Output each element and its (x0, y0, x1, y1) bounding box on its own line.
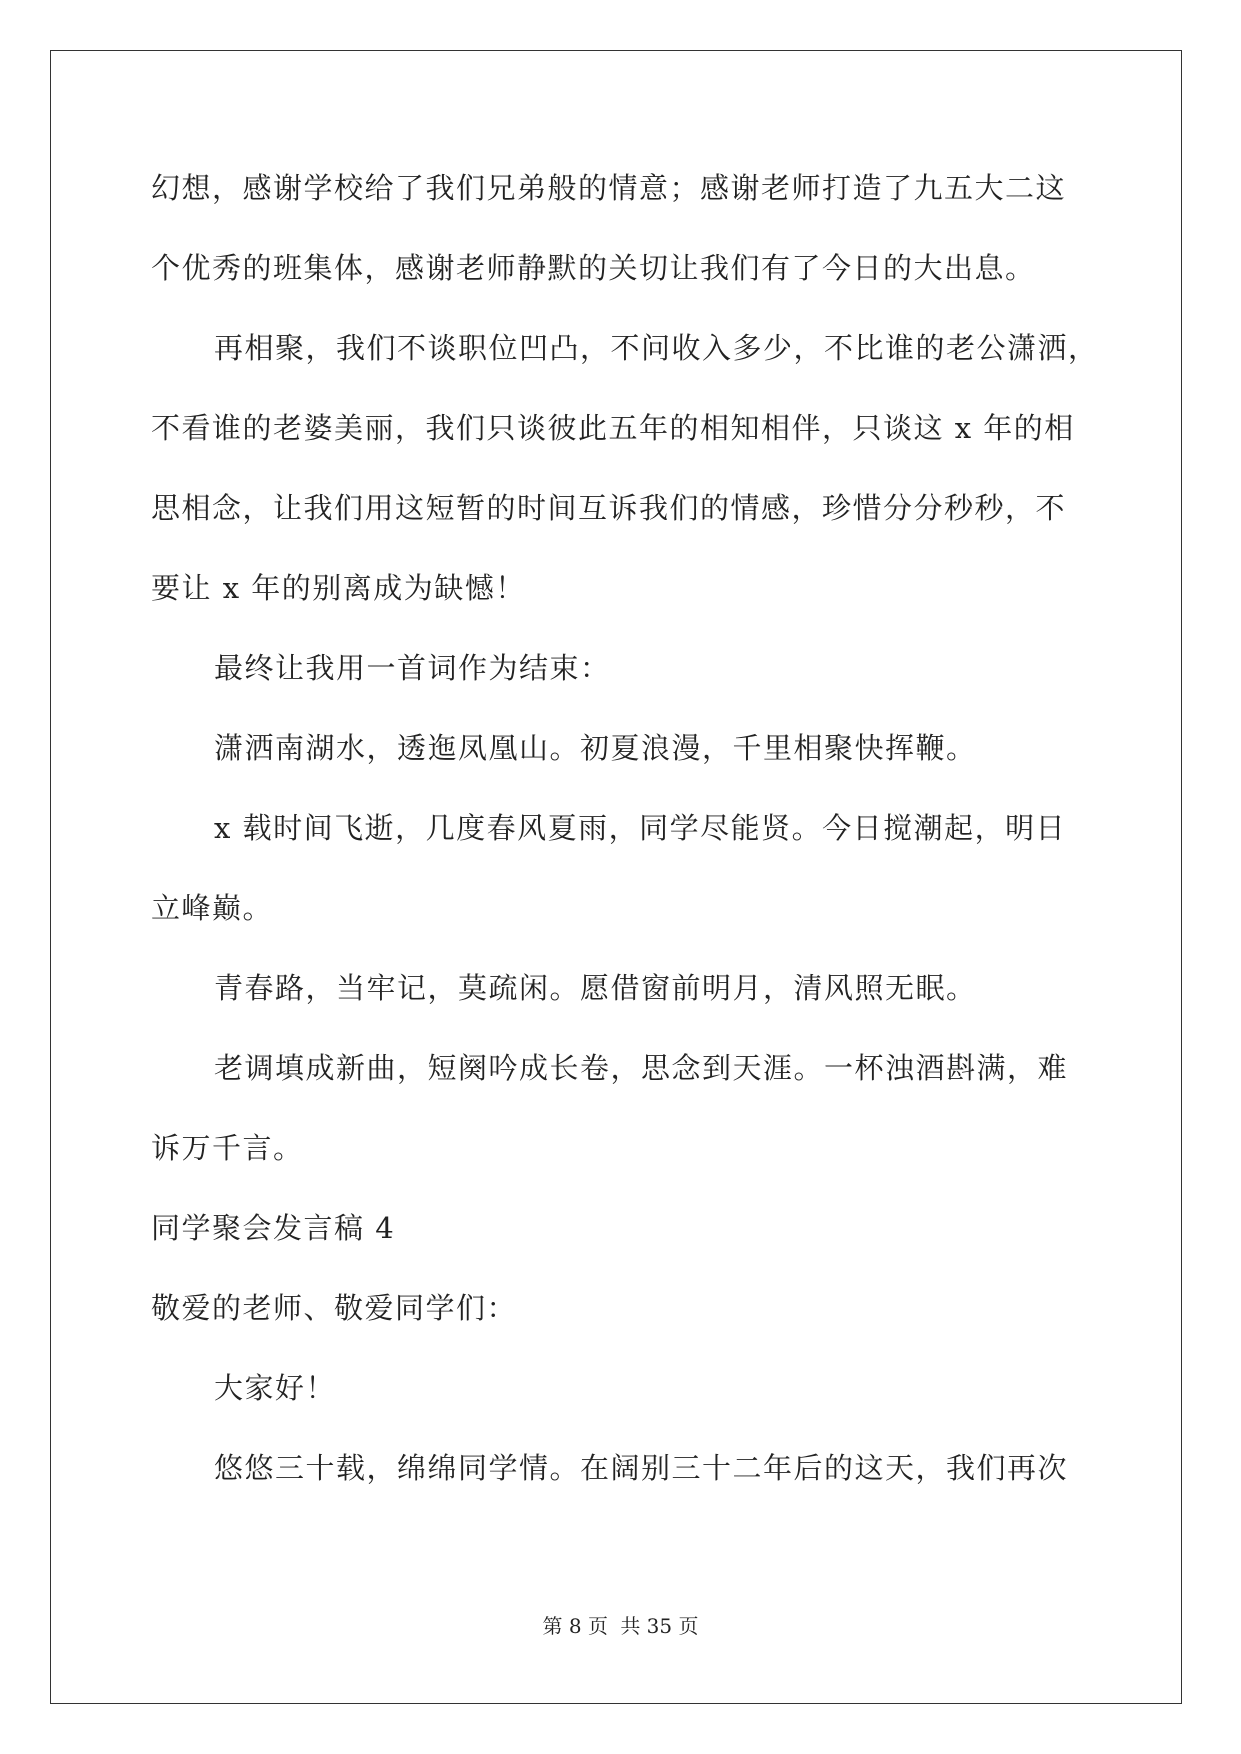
section-heading: 同学聚会发言稿 4 (151, 1211, 396, 1245)
text-line: 幻想，感谢学校给了我们兄弟般的情意；感谢老师打造了九五大二这 (151, 171, 1067, 205)
text-line: 最终让我用一首词作为结束： (214, 651, 611, 685)
text-line: 不看谁的老婆美丽，我们只谈彼此五年的相知相伴，只谈这 x 年的相 (151, 411, 1075, 445)
text-line: 潇洒南湖水，透迤凤凰山。初夏浪漫，千里相聚快挥鞭。 (214, 731, 977, 765)
text-line: 悠悠三十载，绵绵同学情。在阔别三十二年后的这天，我们再次 (214, 1451, 1069, 1485)
text-line: 诉万千言。 (151, 1131, 304, 1165)
greeting: 大家好！ (214, 1371, 337, 1405)
text-line: 再相聚，我们不谈职位凹凸，不问收入多少，不比谁的老公潇洒， (214, 331, 1099, 365)
text-line: 青春路，当牢记，莫疏闲。愿借窗前明月，清风照无眠。 (214, 971, 977, 1005)
page-number: 第 8 页 (542, 1614, 608, 1638)
text-line: 个优秀的班集体，感谢老师静默的关切让我们有了今日的大出息。 (151, 251, 1036, 285)
text-line: 老调填成新曲，短阕吟成长卷，思念到天涯。一杯浊酒斟满，难 (214, 1051, 1069, 1085)
page-footer (0, 1610, 1241, 1639)
text-line: x 载时间飞逝，几度春风夏雨，同学尽能贤。今日搅潮起，明日 (214, 811, 1067, 845)
text-line: 要让 x 年的别离成为缺憾！ (151, 571, 526, 605)
salutation: 敬爱的老师、敬爱同学们： (151, 1291, 518, 1325)
text-line: 立峰巅。 (151, 891, 274, 925)
page-total: 共 35 页 (620, 1614, 699, 1638)
text-line: 思相念，让我们用这短暂的时间互诉我们的情感，珍惜分分秒秒，不 (151, 491, 1067, 525)
